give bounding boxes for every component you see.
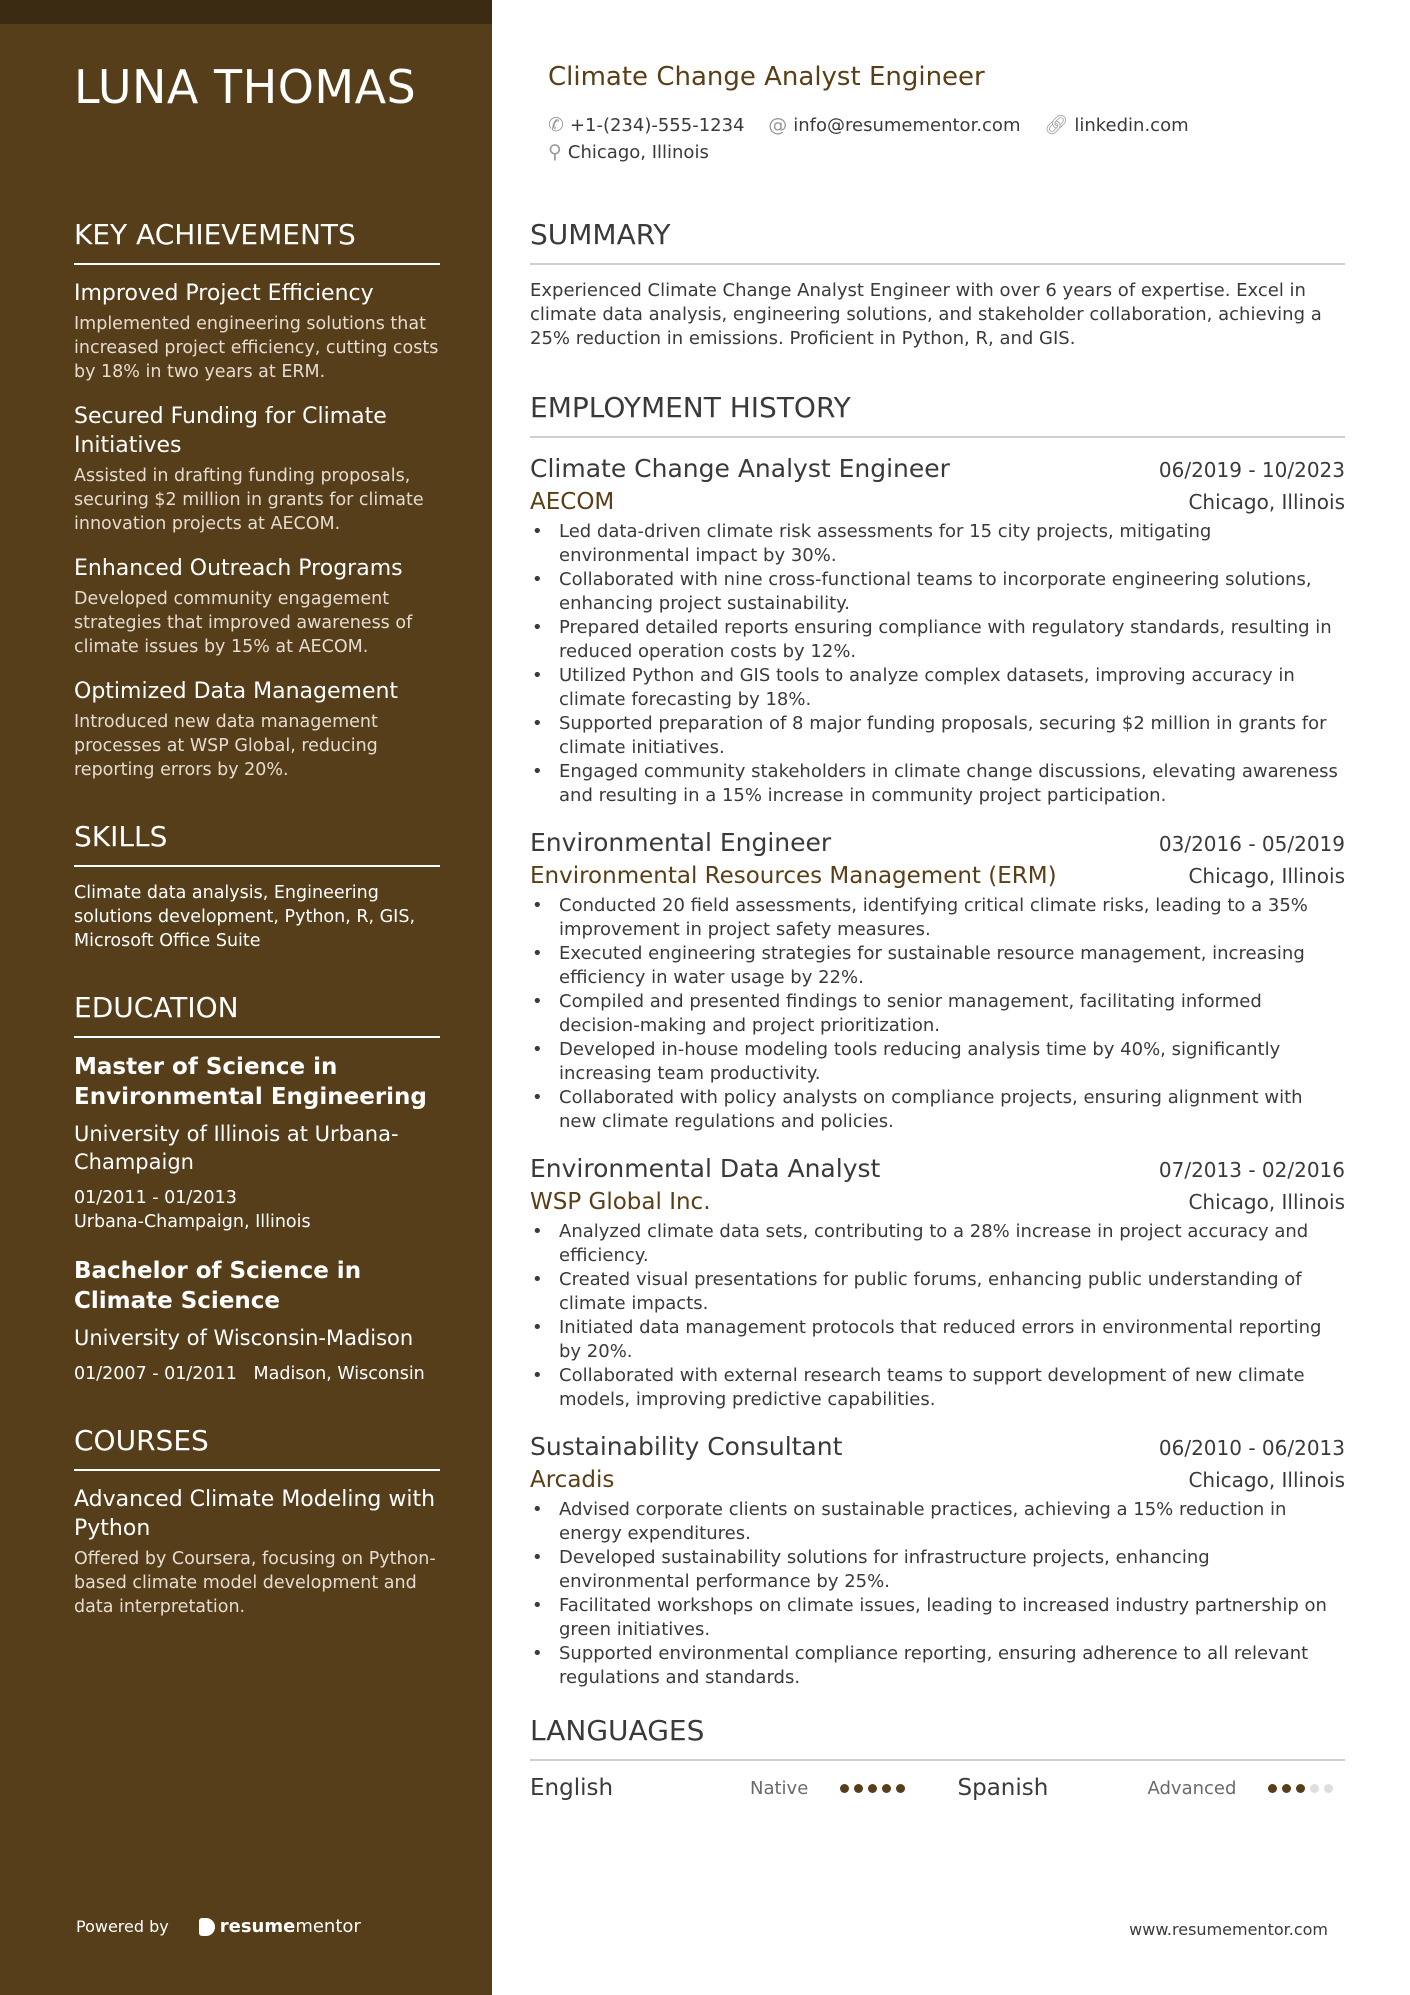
achievement-item (74, 279, 440, 384)
job-bullet: • Engaged community stakeholders in climate change discussions, elevating awareness and resulting in a 15% increase in community project participation. (530, 760, 1345, 808)
course-title: Advanced Climate Modeling with Python (74, 1487, 436, 1541)
job-company: Arcadis (530, 1467, 615, 1493)
education-dates: 01/2007 - 01/2011 (74, 1364, 237, 1384)
education-item (74, 1052, 440, 1234)
job-bullets (530, 520, 1345, 808)
skills-text: Climate data analysis, Engineering solutions development, Python, R, GIS, Microsoft Office Suite (74, 883, 416, 951)
employment-section (530, 391, 1345, 1690)
job-company: WSP Global Inc. (530, 1189, 711, 1215)
job-subheader (530, 486, 1345, 518)
phone-icon: ✆ (548, 114, 564, 136)
languages-section (530, 1714, 1345, 1801)
contact-email[interactable] (768, 112, 1020, 139)
language-name: English (530, 1775, 614, 1801)
link-icon: 🔗︎ (1044, 114, 1069, 136)
job-bullet: • Executed engineering strategies for sustainable resource management, increasing efficiency in water usage by 22%. (530, 942, 1345, 990)
achievement-item (74, 554, 440, 659)
job-dates: 03/2016 - 05/2019 (1158, 832, 1345, 856)
job-bullet: • Led data-driven climate risk assessments for 15 city projects, mitigating environmental impact by 30%. (530, 520, 1345, 568)
languages-row (530, 1775, 1345, 1801)
job-bullet: • Collaborated with external research teams to support development of new climate models, improving predictive capabilities. (530, 1364, 1345, 1412)
brand-logo[interactable] (199, 1916, 361, 1937)
language-rating (840, 1784, 910, 1793)
job-title: Climate Change Analyst Engineer (530, 454, 950, 483)
job-bullets (530, 894, 1345, 1134)
job-header (530, 826, 1345, 860)
language-item (958, 1775, 1346, 1801)
rating-dot-empty (1324, 1784, 1333, 1793)
job-bullet: • Analyzed climate data sets, contributing to a 28% increase in project accuracy and efficiency. (530, 1220, 1345, 1268)
achievement-desc: Introduced new data management processes at WSP Global, reducing reporting errors by 20%. (74, 712, 378, 780)
linkedin-text: linkedin.com (1074, 115, 1189, 136)
powered-by-label: Powered by (76, 1917, 169, 1936)
brand-name-light: mentor (295, 1916, 361, 1937)
contact-linkedin[interactable] (1044, 112, 1188, 139)
location-text: Chicago, Illinois (567, 142, 709, 163)
languages-heading: LANGUAGES (530, 1714, 1345, 1761)
skills-heading: SKILLS (74, 820, 440, 867)
job-headline: Climate Change Analyst Engineer (548, 62, 985, 92)
job-bullet: • Collaborated with nine cross-functional teams to incorporate engineering solutions, enhancing project sustainability. (530, 568, 1345, 616)
brand-name-bold: resume (219, 1916, 296, 1937)
summary-section (530, 218, 1345, 351)
language-level: Native (750, 1777, 809, 1799)
job-subheader (530, 1186, 1345, 1218)
job-bullet: • Conducted 20 field assessments, identifying critical climate risks, leading to a 35% improvement in project safety measures. (530, 894, 1345, 942)
contact-info (548, 112, 1308, 166)
achievements-heading: KEY ACHIEVEMENTS (74, 218, 440, 265)
sidebar (0, 0, 492, 1995)
job-bullet: • Supported environmental compliance reporting, ensuring adherence to all relevant regulations and standards. (530, 1642, 1345, 1690)
education-meta (74, 1186, 440, 1234)
achievement-desc: Implemented engineering solutions that increased project efficiency, cutting costs by 18% in two years at ERM. (74, 314, 439, 382)
job-bullet: • Created visual presentations for public forums, enhancing public understanding of climate impacts. (530, 1268, 1345, 1316)
job-entry (530, 452, 1345, 808)
main-content (530, 218, 1345, 1801)
achievement-title: Optimized Data Management (74, 679, 399, 704)
job-subheader (530, 1464, 1345, 1496)
education-location: Madison, Wisconsin (253, 1364, 425, 1384)
phone-text: +1-(234)-555-1234 (569, 115, 745, 136)
sidebar-content (74, 218, 440, 1657)
summary-heading: SUMMARY (530, 218, 1345, 265)
job-bullet: • Advised corporate clients on sustainable practices, achieving a 15% reduction in energy expenditures. (530, 1498, 1345, 1546)
job-title: Environmental Engineer (530, 828, 832, 857)
job-bullet: • Supported preparation of 8 major funding proposals, securing $2 million in grants for climate initiatives. (530, 712, 1345, 760)
achievement-title: Secured Funding for Climate Initiatives (74, 404, 387, 458)
rating-dot-filled (854, 1784, 863, 1793)
education-degree: Master of Science in Environmental Engineering (74, 1054, 427, 1110)
footer-url[interactable]: www.resumementor.com (1129, 1920, 1328, 1939)
job-header (530, 1152, 1345, 1186)
job-location: Chicago, Illinois (1188, 1468, 1345, 1492)
achievements-section (74, 218, 440, 782)
summary-text: Experienced Climate Change Analyst Engineer with over 6 years of expertise. Excel in climate data analysis, engineering solutions, and stakeholder collaboration, achieving a 25% reduction in emissions. Proficient in Python, R, and GIS. (530, 280, 1322, 349)
language-item (530, 1775, 918, 1801)
job-header (530, 1430, 1345, 1464)
language-name: Spanish (957, 1775, 1049, 1801)
job-location: Chicago, Illinois (1188, 490, 1345, 514)
rating-dot-empty (1310, 1784, 1319, 1793)
skills-section (74, 820, 440, 953)
education-school: University of Illinois at Urbana-Champaign (74, 1122, 399, 1174)
rating-dot-filled (840, 1784, 849, 1793)
job-dates: 06/2010 - 06/2013 (1158, 1436, 1345, 1460)
rating-dot-filled (896, 1784, 905, 1793)
job-header (530, 452, 1345, 486)
job-bullets (530, 1498, 1345, 1690)
candidate-name: LUNA THOMAS (74, 60, 417, 114)
job-bullet: • Developed in-house modeling tools reducing analysis time by 40%, significantly increasing team productivity. (530, 1038, 1345, 1086)
job-dates: 07/2013 - 02/2016 (1158, 1158, 1345, 1182)
contact-phone[interactable] (548, 112, 745, 139)
achievement-title: Enhanced Outreach Programs (74, 556, 403, 581)
achievement-desc: Developed community engagement strategies that improved awareness of climate issues by 15% at AECOM. (74, 589, 413, 657)
education-location: Urbana-Champaign, Illinois (74, 1212, 311, 1232)
job-bullet: • Utilized Python and GIS tools to analyze complex datasets, improving accuracy in climate forecasting by 18%. (530, 664, 1345, 712)
job-bullet: • Prepared detailed reports ensuring compliance with regulatory standards, resulting in reduced operation costs by 12%. (530, 616, 1345, 664)
achievement-title: Improved Project Efficiency (74, 281, 374, 306)
rating-dot-filled (1282, 1784, 1291, 1793)
achievement-item (74, 402, 440, 536)
job-entry (530, 1430, 1345, 1690)
rating-dot-filled (882, 1784, 891, 1793)
rating-dot-filled (1296, 1784, 1305, 1793)
employment-heading: EMPLOYMENT HISTORY (530, 391, 1345, 438)
education-school: University of Wisconsin-Madison (74, 1326, 414, 1350)
education-item (74, 1256, 440, 1386)
job-company: Environmental Resources Management (ERM) (530, 863, 1057, 889)
job-bullet: • Facilitated workshops on climate issues, leading to increased industry partnership on green initiatives. (530, 1594, 1345, 1642)
rating-dot-filled (868, 1784, 877, 1793)
job-entry (530, 826, 1345, 1134)
job-entry (530, 1152, 1345, 1412)
job-title: Environmental Data Analyst (530, 1154, 881, 1183)
job-dates: 06/2019 - 10/2023 (1158, 458, 1345, 482)
language-level: Advanced (1147, 1777, 1237, 1799)
email-text: info@resumementor.com (793, 115, 1021, 136)
course-desc: Offered by Coursera, focusing on Python-based climate model development and data interpretation. (74, 1549, 436, 1617)
brand-logo-icon (199, 1918, 215, 1936)
job-location: Chicago, Illinois (1188, 1190, 1345, 1214)
education-degree: Bachelor of Science in Climate Science (74, 1258, 362, 1314)
education-meta (74, 1362, 440, 1386)
achievement-item (74, 677, 440, 782)
powered-by (76, 1916, 361, 1937)
job-bullet: • Initiated data management protocols that reduced errors in environmental reporting by 20%. (530, 1316, 1345, 1364)
job-bullet: • Developed sustainability solutions for infrastructure projects, enhancing environmental performance by 25%. (530, 1546, 1345, 1594)
job-company: AECOM (530, 489, 615, 515)
sidebar-top-bar (0, 0, 492, 24)
achievement-desc: Assisted in drafting funding proposals, securing $2 million in grants for climate innovation projects at AECOM. (74, 466, 424, 534)
education-dates: 01/2011 - 01/2013 (74, 1188, 237, 1208)
courses-heading: COURSES (74, 1424, 440, 1471)
job-bullet: • Compiled and presented findings to senior management, facilitating informed decision-making and project prioritization. (530, 990, 1345, 1038)
education-heading: EDUCATION (74, 991, 440, 1038)
job-bullets (530, 1220, 1345, 1412)
job-title: Sustainability Consultant (530, 1432, 843, 1461)
courses-section (74, 1424, 440, 1619)
job-bullet: • Collaborated with policy analysts on compliance projects, ensuring alignment with new climate regulations and policies. (530, 1086, 1345, 1134)
job-location: Chicago, Illinois (1188, 864, 1345, 888)
at-icon: @ (768, 114, 788, 136)
course-item (74, 1485, 440, 1619)
language-rating (1268, 1784, 1338, 1793)
education-section (74, 991, 440, 1386)
contact-location (548, 139, 709, 166)
rating-dot-filled (1268, 1784, 1277, 1793)
location-pin-icon: ⚲ (548, 141, 562, 163)
job-subheader (530, 860, 1345, 892)
